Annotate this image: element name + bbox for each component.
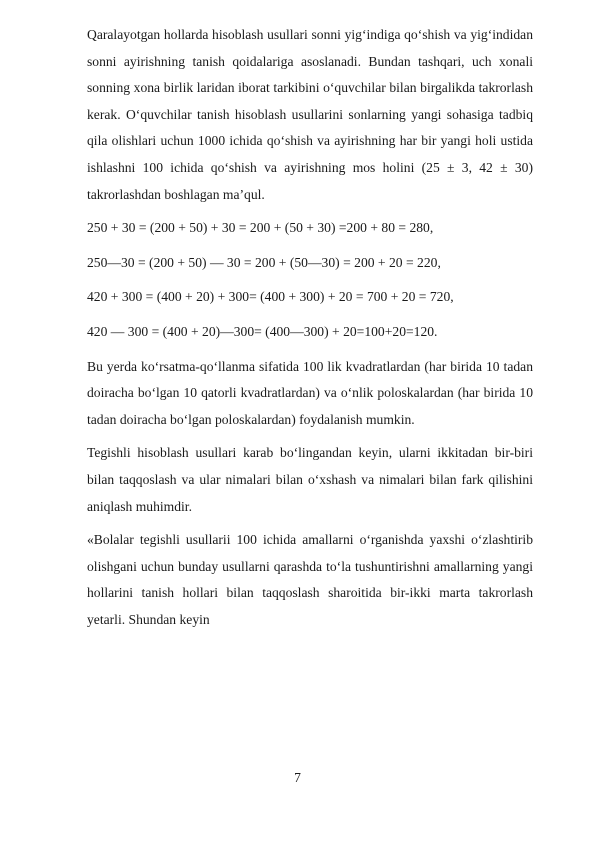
paragraph-comparison: Tegishli hisoblash usullari karab bo‘lingandan keyin, ularni ikkitadan bir-biri bilan taqqoslash va ular nimalari bilan o‘xshash va nimalari bilan fark qilishini aniqlash muhimdir. bbox=[87, 445, 533, 514]
document-page bbox=[87, 22, 533, 640]
page-number: 7 bbox=[294, 770, 301, 785]
paragraph-repetition: «Bolalar tegishli usullarii 100 ichida amallarni o‘rganishda yaxshi o‘zlashtirib olishgani uchun bunday usullarni qarashda to‘la tushuntirishni amallarning yangi hollarini tanish hollari bilan taqqoslash sharoitida bir-ikki marta takrorlash yetarli. Shundan keyin bbox=[87, 532, 533, 627]
equation-1: 250 + 30 = (200 + 50) + 30 = 200 + (50 + 30) =200 + 80 = 280, bbox=[87, 220, 434, 236]
equation-3: 420 + 300 = (400 + 20) + 300= (400 + 300) + 20 = 700 + 20 = 720, bbox=[87, 289, 454, 305]
equation-4: 420 — 300 = (400 + 20)—300= (400—300) + 20=100+20=120. bbox=[87, 323, 438, 339]
equation-2: 250—30 = (200 + 50) — 30 = 200 + (50—30) = 200 + 20 = 220, bbox=[87, 254, 441, 270]
paragraph-visual-aids: Bu yerda ko‘rsatma-qo‘llanma sifatida 100 lik kvadratlardan (har birida 10 tadan doiracha bo‘lgan 10 qatorli kvadratlardan) va o‘nlik poloskalardan (har birida 10 tadan doiracha bo‘lgan poloskalardan) foydalanish mumkin. bbox=[87, 358, 533, 427]
paragraph-intro: Qaralayotgan hollarda hisoblash usullari sonni yig‘indiga qo‘shish va yig‘indidan sonni ayirishning tanish qoidalariga asoslanadi. Bundan tashqari, uch xonali sonning xona birlik laridan iborat tarkibini o‘quvchilar bilan birgalikda takrorlash kerak. O‘quvchilar tanish hisoblash usullarini sonlarning yangi sohasiga tadbiq qila olishlari uchun 1000 ichida qo‘shish va ayirishning har bir yangi holi ustida ishlashni 100 ichida qo‘shish va ayirishning mos holini (25 ± 3, 42 ± 30) takrorlashdan boshlagan ma’qul. bbox=[87, 27, 533, 202]
